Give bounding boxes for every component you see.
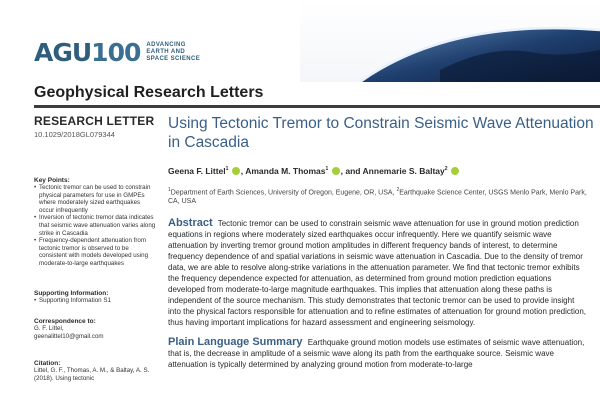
pls-text: Earthquake ground motion models use estimates of seismic wave attenuation, that is, the decrease in amplitude of a seismic wave along its path from the earthquake source. Seismic wave attenuation is typically determined by analyzing ground motion from moderate-to-large (168, 338, 585, 370)
author-list: Geena F. Littel$^1$ , Amanda M. Thomas$^1$ , and Annemarie S. Baltay$^2$ (168, 166, 598, 176)
citation-text: Littel, G. F., Thomas, A. M., & Baltay, A. S. (2018). Using tectonic (34, 367, 150, 382)
supporting-info-link[interactable]: • Supporting Information S1 (34, 297, 156, 305)
plain-language-summary (168, 337, 588, 370)
author-name[interactable]: and Annemarie S. Baltay (345, 166, 445, 176)
abstract-section (168, 218, 588, 328)
logo-wordmark: AGU100 (34, 38, 141, 67)
key-points-heading: Key Points: (34, 177, 70, 184)
key-point: • Frequency-dependent attenuation from tectonic tremor is observed to be consistent with models developed using moderate-to-large earthquakes (34, 237, 156, 267)
correspondence-email[interactable]: geenalittel10@gmail.com (34, 332, 104, 340)
abstract-heading: Abstract (168, 217, 213, 230)
supporting-info-heading: Supporting Information: (34, 289, 109, 297)
correspondence-heading: Correspondence to: (34, 318, 96, 326)
orcid-icon[interactable] (451, 167, 459, 175)
affiliation-mark: 1 (168, 187, 171, 193)
abstract-text: Tectonic tremor can be used to constrain seismic wave attenuation for use in ground motion prediction equations in regions where moderately sized earthquakes occur infrequently. Here we quantify seismic wave attenuation by inverting tremor ground motion amplitudes in different frequency bands of interest, to determine frequency dependence of and spatial variations in seismic wave attenuation in Cascadia. Due to the density of tremor data, we are able to resolve along-strike variations in the attenuation parameter. We find that tectonic tremor exhibits the frequency dependence expected for attenuation, as determined from ground motion prediction equations developed from moderate-to-large magnitude earthquakes. This implies that attenuation along these paths is independent of the source mechanism. This study demonstrates that tectonic tremor can be used to provide insight into the physical factors responsible for attenuation and to refine estimates of attenuation for ground motion prediction, thus having important implications for hazard assessment and engineering seismology. (168, 219, 587, 328)
agu100-logo[interactable] (34, 38, 200, 67)
article-sidebar (34, 114, 156, 383)
article-main (168, 114, 598, 370)
orcid-icon[interactable] (332, 167, 340, 175)
citation-heading: Citation: (34, 360, 61, 368)
affiliation-mark: 2 (396, 187, 400, 193)
key-point: • Inversion of tectonic tremor data indicates that seismic wave attenuation varies along strike in Cascadia (34, 214, 156, 237)
supporting-info-list (34, 297, 156, 305)
author-affiliation-mark: 2 (444, 166, 448, 173)
article-type: RESEARCH LETTER (34, 114, 155, 128)
earth-horizon-banner (300, 0, 600, 82)
affiliation-1: Department of Earth Sciences, University of Oregon, Eugene, OR, USA, (170, 189, 395, 197)
author-name[interactable]: Geena F. Littel (168, 166, 226, 176)
key-points-list (34, 184, 156, 268)
author-affiliation-mark: 1 (225, 166, 229, 173)
pls-heading: Plain Language Summary (168, 336, 303, 349)
affiliation-2: Earthquake Science Center, USGS Menlo Park, Menlo Park, CA, USA (168, 189, 587, 206)
header-divider (34, 105, 600, 108)
orcid-icon[interactable] (232, 167, 240, 175)
correspondence-name: G. F. Littel, (34, 325, 64, 333)
doi-link[interactable]: 10.1029/2018GL079344 (34, 130, 115, 139)
journal-header (0, 0, 600, 82)
author-name[interactable]: Amanda M. Thomas (245, 166, 326, 176)
article-title: Using Tectonic Tremor to Constrain Seismic Wave Attenuation in Cascadia (168, 115, 594, 151)
logo-tagline: ADVANCING EARTH AND SPACE SCIENCE (146, 42, 201, 62)
author-affiliation-mark: 1 (325, 166, 329, 173)
journal-title: Geophysical Research Letters (34, 84, 264, 101)
key-point: • Tectonic tremor can be used to constrain physical parameters for use in GMPEs where moderately sized earthquakes occur infrequently (34, 184, 156, 214)
affiliations (168, 186, 588, 206)
